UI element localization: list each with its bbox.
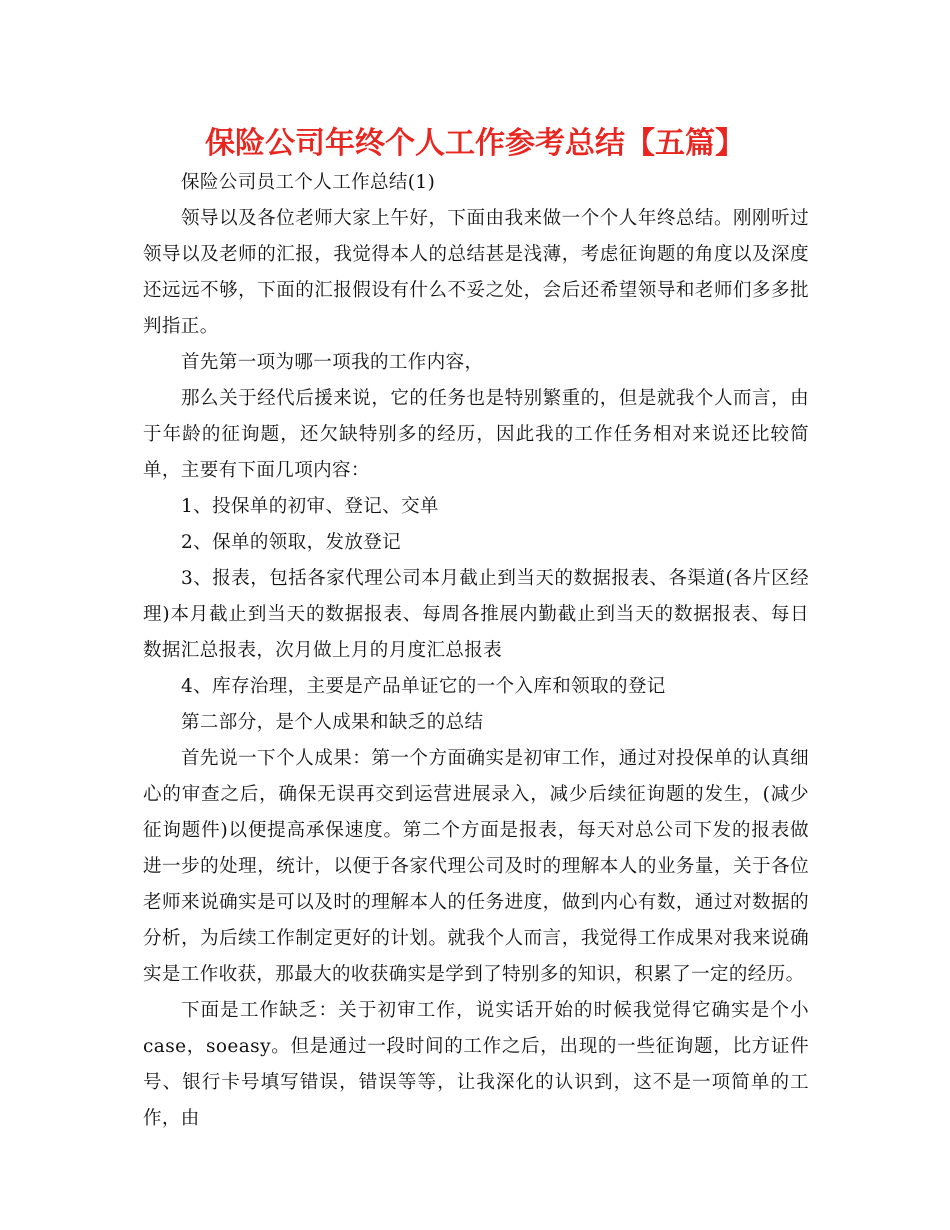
list-item: 2、保单的领取，发放登记 [181, 532, 402, 553]
list-item: 1、投保单的初审、登记、交单 [181, 496, 439, 517]
section-heading: 第二部分，是个人成果和缺乏的总结 [181, 712, 484, 733]
section-heading: 保险公司员工个人工作总结(1) [181, 172, 436, 193]
paragraph: 领导以及各位老师大家上午好，下面由我来做一个个人年终总结。刚刚听过领导以及老师的汇报，我觉得本人的总结甚是浅薄，考虑征询题的角度以及深度还远远不够，下面的汇报假设有什么不妥之处，会后还希望领导和老师们多多批判指正。 [143, 208, 809, 337]
list-item: 3、报表，包括各家代理公司本月截止到当天的数据报表、各渠道(各片区经理)本月截止到当天的数据报表、每周各推展内勤截止到当天的数据报表、每日数据汇总报表，次月做上月的月度汇总报表 [143, 568, 809, 661]
paragraph: 首先第一项为哪一项我的工作内容， [181, 352, 484, 373]
document-body [143, 165, 809, 1137]
document-title: 保险公司年终个人工作参考总结【五篇】 [205, 126, 745, 161]
list-item: 4、库存治理，主要是产品单证它的一个入库和领取的登记 [181, 676, 666, 697]
paragraph: 那么关于经代后援来说，它的任务也是特别繁重的，但是就我个人而言，由于年龄的征询题，还欠缺特别多的经历，因此我的工作任务相对来说还比较简单，主要有下面几项内容： [143, 388, 809, 481]
paragraph: 下面是工作缺乏：关于初审工作，说实话开始的时候我觉得它确实是个小case，soeasy。但是通过一段时间的工作之后，出现的一些征询题，比方证件号、银行卡号填写错误，错误等等，让我深化的认识到，这不是一项简单的工作，由 [143, 1000, 809, 1129]
paragraph: 首先说一下个人成果：第一个方面确实是初审工作，通过对投保单的认真细心的审查之后，确保无误再交到运营进展录入，减少后续征询题的发生，(减少征询题件)以便提高承保速度。第二个方面是报表，每天对总公司下发的报表做进一步的处理，统计，以便于各家代理公司及时的理解本人的业务量，关于各位老师来说确实是可以及时的理解本人的任务进度，做到内心有数，通过对数据的分析，为后续工作制定更好的计划。就我个人而言，我觉得工作成果对我来说确实是工作收获，那最大的收获确实是学到了特别多的知识，积累了一定的经历。 [143, 748, 809, 985]
